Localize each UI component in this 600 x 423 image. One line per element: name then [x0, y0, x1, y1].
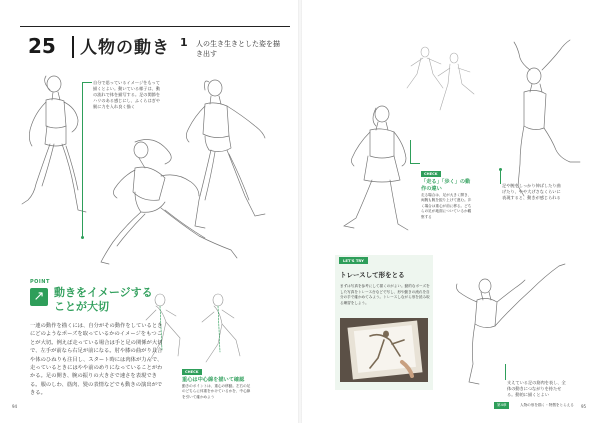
- point-title-line1: 動きをイメージする: [54, 286, 153, 299]
- check-box-left: [182, 358, 252, 400]
- lets-try-title: トレースして形をとる: [340, 271, 405, 279]
- note-jump: 足や腕をしっかり伸ばしたり曲げたり、やや大げさなくらいに表現すると、動きが感じられる: [502, 183, 561, 200]
- leader-line-jump: [500, 170, 501, 184]
- check-title-left: 重心は中心線を描いて確認: [182, 377, 245, 383]
- point-label: POINT: [30, 279, 50, 285]
- chapter-index: 1: [180, 36, 188, 49]
- check-text-left: 動きのポイントは、重心の移動。左右の足のどちらに体重をかけているかを、中心線を引いて確かめよう: [182, 384, 251, 399]
- note-kick: 支えている足の筋肉を表し、全体の動きにつながりを持たせる。動的に描くとよい: [507, 380, 566, 397]
- point-body: 一連の動作を描くには、自分がその動作をしているときにどのようなポーズを取っているかのイメージをもつことが大切。例えば走っている場合は手と足の関係が大切で、左手が前なら右足が前になる。肘や膝の曲がり具合や体のひねりも注目し、スタート時には肉体が力んで、走っているときにはやや前のめりになっていることがわかる。足の開き、腕の振りの大きさで速さを表現できる。服のしわ、筋肉、髪の表情などでも動きの演出ができる。: [30, 323, 163, 397]
- header-rule: [20, 26, 290, 27]
- chapter-number: 25: [28, 34, 56, 58]
- tracing-photo: [340, 318, 428, 382]
- leader-line-check-h: [410, 163, 420, 164]
- lets-try-badge: LET'S TRY: [339, 257, 368, 264]
- leader-line-hands-top: [82, 82, 92, 83]
- point-title-line2: ことが大切: [54, 300, 109, 313]
- page-number-right: 95: [581, 404, 587, 409]
- note-hands: 自分で思っているイメージをもって描くとよい。動いている様子は、動の流れで体を描写する。足の関節をハリのある感じにし、ふくらはぎや腿に力を入れ良く描く: [93, 80, 161, 109]
- check-badge-right: CHECK: [421, 171, 441, 177]
- chapter-divider: [72, 36, 74, 58]
- arrow-up-right-icon: ↗: [30, 288, 48, 306]
- chapter-title: 人物の動き: [80, 38, 170, 58]
- check-box-right: [421, 160, 473, 220]
- page-number-left: 94: [12, 404, 18, 409]
- chapter-header: [20, 30, 280, 64]
- check-title-right: 「走る」「歩く」の動作の違い: [421, 179, 471, 192]
- figure-jumper: [490, 36, 590, 206]
- figure-walker: [330, 100, 430, 240]
- check-text-right: 走る場合は、足が大きく開き、両腕も腕を振り上げて進む。歩く場合は重心が前に移る。どちらの足が地面についているか観察する: [421, 193, 472, 219]
- leader-line-check: [410, 140, 411, 164]
- leader-dot-jump: [499, 168, 502, 171]
- check-badge-left: CHECK: [182, 369, 202, 375]
- figure-runner-1: [20, 70, 100, 220]
- lets-try-text: まずは写真を参考にして描くのがよい。動的なポーズをした写真をトレース台などで写し、形や動きの流れを自分の手で確かめてみよう。トレースしながら形を読み取る練習をしよう。: [340, 284, 430, 305]
- leader-line-kick: [505, 364, 506, 380]
- figure-kick-small: [430, 50, 480, 120]
- figure-runner-stride: [95, 130, 245, 280]
- footer-running-title: 人物の形を描く・特徴をとらえる: [520, 403, 574, 407]
- point-title: [54, 286, 153, 314]
- spine-gutter: [298, 0, 302, 423]
- leader-dot-hands: [81, 236, 84, 239]
- figure-kicker: [455, 250, 575, 390]
- footer-chapter-tag: 第4章: [494, 402, 509, 409]
- chapter-subtitle: 人の生き生きとした姿を描き出す: [196, 40, 280, 58]
- leader-line-hands: [82, 82, 83, 238]
